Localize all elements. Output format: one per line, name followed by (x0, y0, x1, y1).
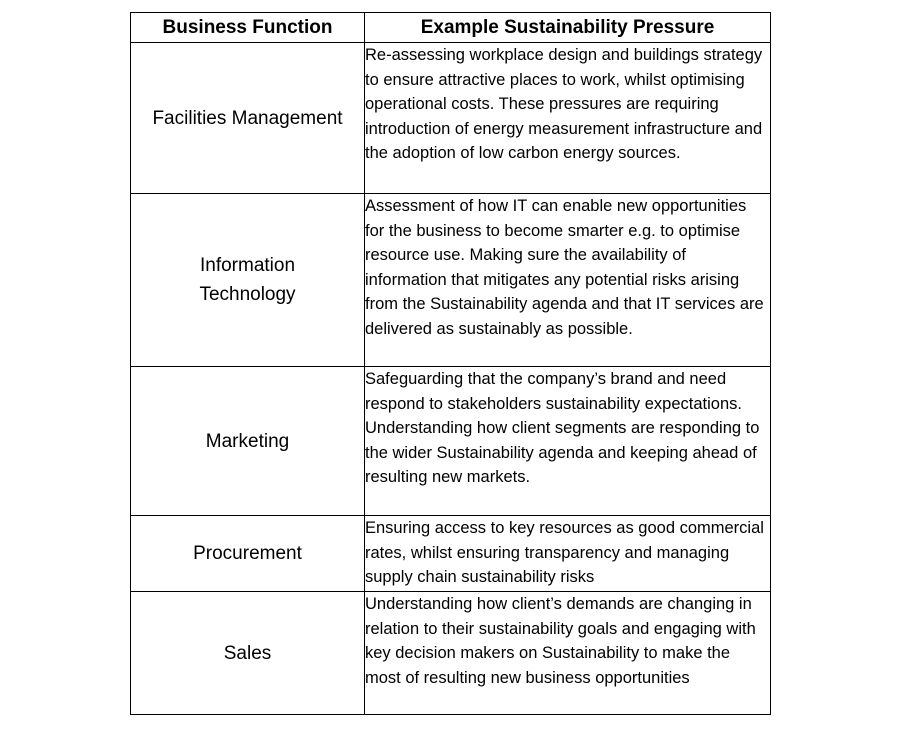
business-function-cell: Marketing (131, 367, 365, 516)
business-function-cell: Sales (131, 592, 365, 715)
business-function-cell: Procurement (131, 516, 365, 592)
table-row (131, 194, 771, 367)
business-function-cell: Facilities Management (131, 43, 365, 194)
business-function-table (130, 12, 771, 715)
sustainability-pressure-cell: Ensuring access to key resources as good commercial rates, whilst ensuring transparency and managing supply chain sustainability risks (365, 516, 771, 592)
table-row (131, 367, 771, 516)
sustainability-pressure-cell: Understanding how client’s demands are changing in relation to their sustainability goals and engaging with key decision makers on Sustainability to make the most of resulting new business opportunities (365, 592, 771, 715)
sustainability-pressure-cell: Re-assessing workplace design and buildings strategy to ensure attractive places to work, whilst optimising operational costs. These pressures are requiring introduction of energy measurement infrastructure and the adoption of low carbon energy sources. (365, 43, 771, 194)
sustainability-pressure-cell: Safeguarding that the company’s brand and need respond to stakeholders sustainability expectations. Understanding how client segments are responding to the wider Sustainability agenda and keeping ahead of resulting new markets. (365, 367, 771, 516)
table-header-row (131, 13, 771, 43)
sustainability-pressure-cell: Assessment of how IT can enable new opportunities for the business to become smarter e.g. to optimise resource use. Making sure the availability of information that mitigates any potential risks arising from the Sustainability agenda and that IT services are delivered as sustainably as possible. (365, 194, 771, 367)
table-row (131, 43, 771, 194)
table-row (131, 516, 771, 592)
business-function-cell: Information Technology (131, 194, 365, 367)
header-business-function: Business Function (131, 13, 365, 43)
table-row (131, 592, 771, 715)
header-sustainability-pressure: Example Sustainability Pressure (365, 13, 771, 43)
